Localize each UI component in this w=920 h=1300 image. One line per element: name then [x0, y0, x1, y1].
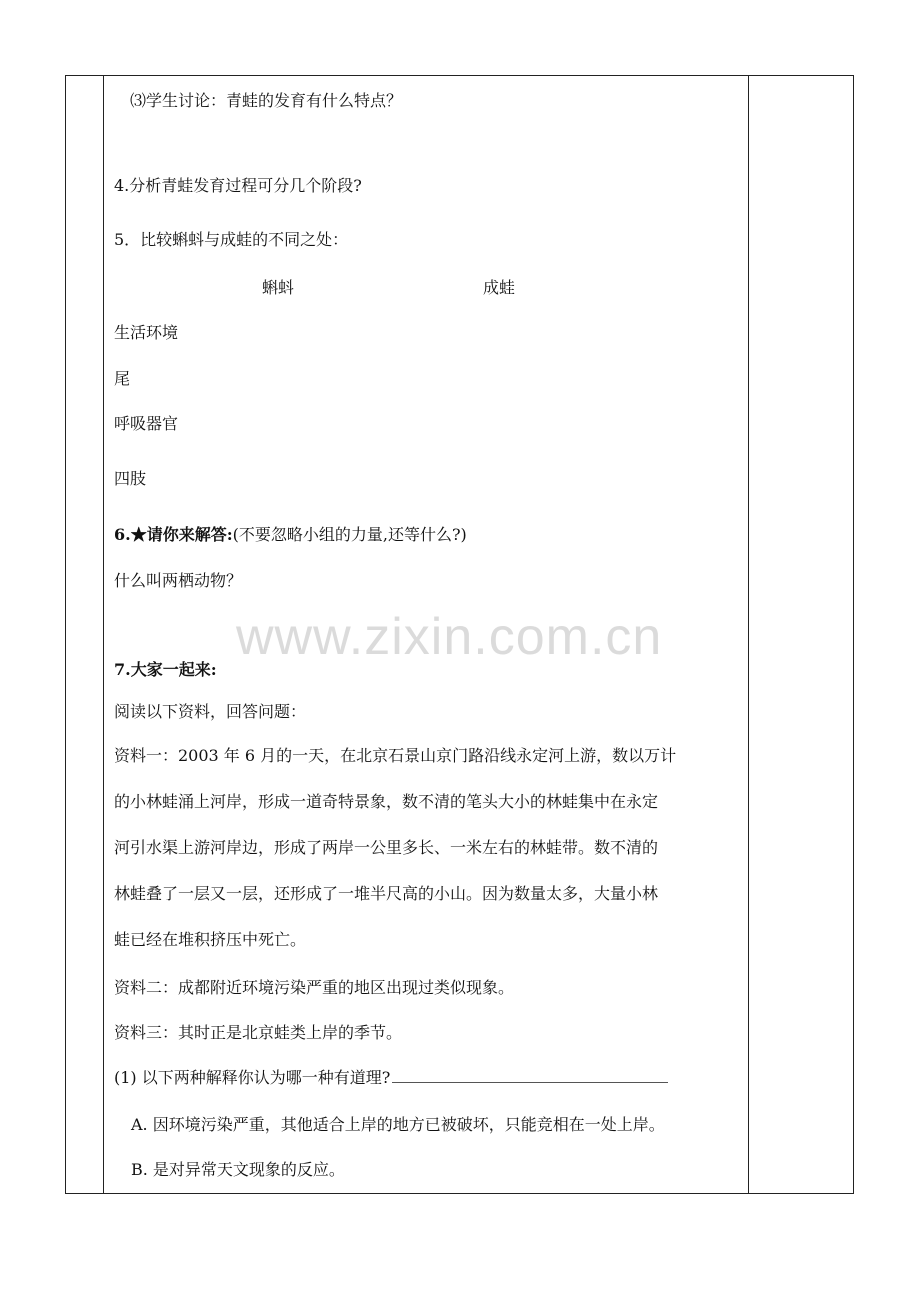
question-4: 4.分析青蛙发育过程可分几个阶段?: [114, 176, 362, 195]
column-divider-right: [748, 75, 749, 1194]
question-5: 5．比较蝌蚪与成蛙的不同之处：: [114, 230, 349, 249]
material-1-line: 资料一：2003 年 6 月的一天，在北京石景山京门路沿线永定河上游，数以万计: [114, 746, 677, 765]
compare-col-frog: 成蛙: [483, 278, 516, 297]
question-7-title: 7.大家一起来:: [114, 660, 217, 679]
question-6-title: 6.★请你来解答:: [114, 525, 233, 544]
compare-row-breathing: 呼吸器官: [114, 414, 179, 433]
material-3: 资料三：其时正是北京蛙类上岸的季节。: [114, 1023, 403, 1042]
watermark: www.zixin.com.cn: [236, 608, 663, 666]
column-divider-left: [103, 75, 104, 1194]
answer-blank[interactable]: [392, 1068, 668, 1083]
option-a: A. 因环境污染严重，其他适合上岸的地方已被破坏，只能竞相在一处上岸。: [131, 1115, 665, 1134]
compare-row-habitat: 生活环境: [114, 323, 179, 342]
option-b: B. 是对异常天文现象的反应。: [131, 1160, 345, 1179]
question-7-intro: 阅读以下资料，回答问题：: [114, 702, 307, 721]
question-6: [114, 525, 467, 545]
sub-question-1: [114, 1068, 668, 1088]
question-6-hint: (不要忽略小组的力量,还等什么?): [232, 525, 467, 544]
sub-question-1-text: (1) 以下两种解释你认为哪一种有道理?: [114, 1068, 391, 1087]
question-6-prompt: 什么叫两栖动物？: [114, 571, 243, 590]
material-1-line: 林蛙叠了一层又一层，还形成了一堆半尺高的小山。因为数量太多，大量小林: [114, 884, 659, 903]
compare-col-tadpole: 蝌蚪: [262, 278, 295, 297]
material-2: 资料二：成都附近环境污染严重的地区出现过类似现象。: [114, 978, 515, 997]
compare-row-tail: 尾: [114, 369, 131, 388]
material-1-line: 蛙已经在堆积挤压中死亡。: [114, 930, 307, 949]
material-1-line: 河引水渠上游河岸边，形成了两岸一公里多长、一米左右的林蛙带。数不清的: [114, 838, 659, 857]
question-3-discussion: ⑶学生讨论：青蛙的发育有什么特点？: [130, 91, 403, 110]
compare-row-limbs: 四肢: [114, 469, 147, 488]
material-1-line: 的小林蛙涌上河岸，形成一道奇特景象，数不清的笔头大小的林蛙集中在永定: [114, 792, 659, 811]
